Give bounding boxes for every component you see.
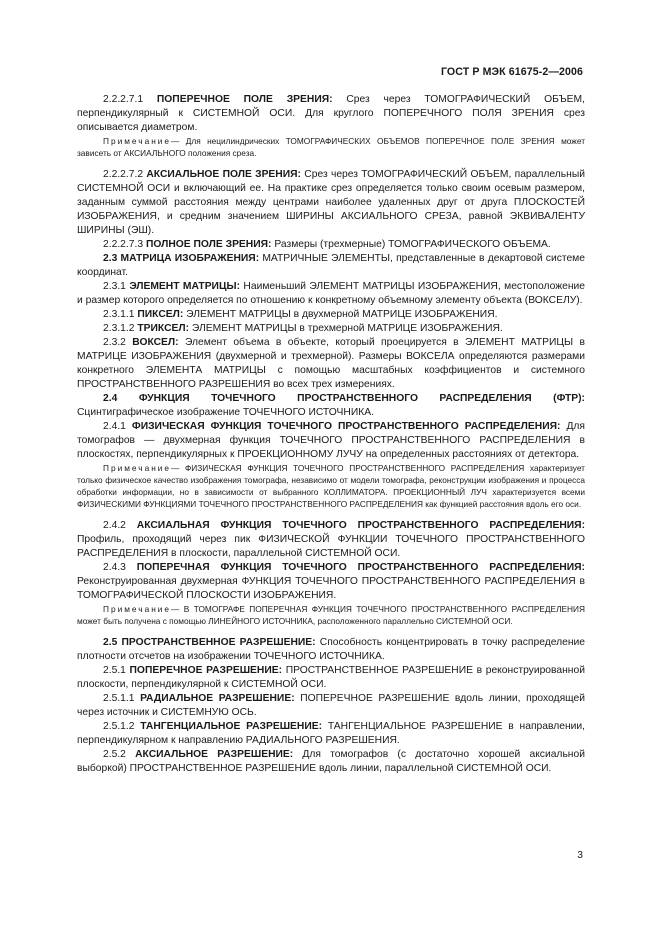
term: МАТРИЦА ИЗОБРАЖЕНИЯ:: [120, 253, 260, 264]
term: АКСИАЛЬНОЕ ПОЛЕ ЗРЕНИЯ:: [146, 169, 301, 180]
paragraph-2-4-2: [77, 519, 585, 561]
page-number: 3: [577, 850, 583, 861]
clause-number: 2.3.1.1: [103, 309, 135, 320]
term: ФИЗИЧЕСКАЯ ФУНКЦИЯ ТОЧЕЧНОГО ПРОСТРАНСТВЕННОГО РАСПРЕДЕЛЕНИЯ:: [131, 421, 561, 432]
definition: Срез через ТОМОГРАФИЧЕСКИЙ ОБЪЕМ, параллельный СИСТЕМНОЙ ОСИ и включающий ее. На практике срез определяется только своим осевым размером, заданным суммой расстояния между центрами наиболее удаленных друг от друга ПЛОСКОСТЕЙ ИЗОБРАЖЕНИЯ, и средним значением ШИРИНЫ АКСИАЛЬНОГО СРЕЗА, равной ЭКВИВАЛЕНТУ ШИРИНЫ (ЭШ).: [77, 169, 585, 236]
definition: ПОПЕРЕЧНОЕ РАЗРЕШЕНИЕ вдоль линии, проходящей через источник и СИСТЕМНУЮ ОСЬ.: [77, 693, 585, 718]
clause-number: 2.5: [103, 637, 118, 648]
paragraph-2-2-2-7-3: [77, 238, 585, 252]
definition: Элемент объема в объекте, который проецируется в ЭЛЕМЕНТ МАТРИЦЫ в МАТРИЦЕ ИЗОБРАЖЕНИЯ (двухмерной и трехмерной). Размеры ВОКСЕЛА определяются размерами конкретного ЭЛЕМЕНТА МАТРИЦЫ с помощью масштабных коэффициентов и системного ПРОСТРАНСТВЕННОГО РАЗРЕШЕНИЯ во всех трех измерениях.: [77, 337, 585, 390]
definition: Сцинтиграфическое изображение ТОЧЕЧНОГО ИСТОЧНИКА.: [77, 407, 374, 418]
paragraph-2-3-2: [77, 336, 585, 392]
clause-number: 2.5.2: [103, 749, 126, 760]
definition: Профиль, проходящий через пик ФИЗИЧЕСКОЙ ФУНКЦИИ ТОЧЕЧНОГО ПРОСТРАНСТВЕННОГО РАСПРЕДЕЛЕНИЯ в плоскости, параллельной СИСТЕМНОЙ ОСИ.: [77, 534, 585, 559]
note-label: Примечание: [103, 463, 172, 473]
paragraph-2-3-1-1: [77, 308, 585, 322]
paragraph-2-5-1: [77, 664, 585, 692]
term: ВОКСЕЛ:: [132, 337, 179, 348]
clause-number: 2.2.2.7.2: [103, 169, 144, 180]
clause-number: 2.3.1: [103, 281, 126, 292]
paragraph-2-5-1-1: [77, 692, 585, 720]
note-label: Примечание: [103, 604, 172, 614]
definition: МАТРИЧНЫЕ ЭЛЕМЕНТЫ, представленные в декартовой системе координат.: [77, 253, 585, 278]
clause-number: 2.5.1.2: [103, 721, 135, 732]
paragraph-2-4-1: [77, 420, 585, 462]
note-1: [77, 135, 585, 159]
paragraph-2-2-2-7-1: [77, 93, 585, 135]
note-label: Примечание: [103, 136, 172, 146]
paragraph-2-3-1: [77, 280, 585, 308]
clause-number: 2.2.2.7.3: [103, 239, 144, 250]
standard-designation: ГОСТ Р МЭК 61675-2—2006: [440, 66, 583, 78]
term: АКСИАЛЬНОЕ РАЗРЕШЕНИЕ:: [135, 749, 294, 760]
note-2: [77, 462, 585, 510]
paragraph-2-5-2: [77, 748, 585, 776]
definition: Для томографов — двухмерная функция ТОЧЕЧНОГО ПРОСТРАНСТВЕННОГО РАСПРЕДЕЛЕНИЯ в плоскостях, перпендикулярных к ПРОЕКЦИОННОМУ ЛУЧУ на определенных расстояниях от детектора.: [77, 421, 585, 460]
clause-number: 2.4.3: [103, 562, 126, 573]
term: АКСИАЛЬНАЯ ФУНКЦИЯ ТОЧЕЧНОГО ПРОСТРАНСТВЕННОГО РАСПРЕДЕЛЕНИЯ:: [136, 520, 585, 531]
clause-number: 2.4.1: [103, 421, 126, 432]
term: ПОПЕРЕЧНОЕ РАЗРЕШЕНИЕ:: [129, 665, 283, 676]
clause-number: 2.4.2: [103, 520, 126, 531]
paragraph-2-4-3: [77, 561, 585, 603]
clause-number: 2.2.2.7.1: [103, 94, 144, 105]
document-body: [77, 93, 585, 776]
clause-number: 2.3.2: [103, 337, 126, 348]
note-text: — Для нецилиндрических ТОМОГРАФИЧЕСКИХ ОБЪЕМОВ ПОПЕРЕЧНОЕ ПОЛЕ ЗРЕНИЯ может зависеть от АКСИАЛЬНОГО положения среза.: [77, 136, 585, 158]
term: ПОЛНОЕ ПОЛЕ ЗРЕНИЯ:: [145, 239, 272, 250]
paragraph-2-2-2-7-2: [77, 168, 585, 238]
definition: Для томографов (с достаточно хорошей аксиальной выборкой) ПРОСТРАНСТВЕННОЕ РАЗРЕШЕНИЕ вдоль линии, параллельной СИСТЕМНОЙ ОСИ.: [77, 749, 585, 774]
clause-number: 2.5.1.1: [103, 693, 135, 704]
term: РАДИАЛЬНОЕ РАЗРЕШЕНИЕ:: [140, 693, 295, 704]
note-text: — В ТОМОГРАФЕ ПОПЕРЕЧНАЯ ФУНКЦИЯ ТОЧЕЧНОГО ПРОСТРАНСТВЕННОГО РАСПРЕДЕЛЕНИЯ может быть получена с помощью ЛИНЕЙНОГО ИСТОЧНИКА, расположенного параллельно СИСТЕМНОЙ ОСИ.: [77, 604, 585, 626]
term: ТАНГЕНЦИАЛЬНОЕ РАЗРЕШЕНИЕ:: [140, 721, 323, 732]
clause-number: 2.4: [103, 393, 118, 404]
definition: Размеры (трехмерные) ТОМОГРАФИЧЕСКОГО ОБЪЕМА.: [274, 239, 551, 250]
paragraph-2-4: [77, 392, 585, 420]
note-3: [77, 603, 585, 627]
term: ПРОСТРАНСТВЕННОЕ РАЗРЕШЕНИЕ:: [121, 637, 316, 648]
term: ЭЛЕМЕНТ МАТРИЦЫ:: [129, 281, 240, 292]
paragraph-2-5: [77, 636, 585, 664]
definition: Способность концентрировать в точку распределение плотности отсчетов на изображении ТОЧЕЧНОГО ИСТОЧНИКА.: [77, 637, 585, 662]
definition: ЭЛЕМЕНТ МАТРИЦЫ в двухмерной МАТРИЦЕ ИЗОБРАЖЕНИЯ.: [186, 309, 498, 320]
term: ТРИКСЕЛ:: [137, 323, 190, 334]
clause-number: 2.5.1: [103, 665, 126, 676]
paragraph-2-3-1-2: [77, 322, 585, 336]
paragraph-2-3: [77, 252, 585, 280]
clause-number: 2.3: [103, 253, 118, 264]
term: ПОПЕРЕЧНАЯ ФУНКЦИЯ ТОЧЕЧНОГО ПРОСТРАНСТВЕННОГО РАСПРЕДЕЛЕНИЯ:: [136, 562, 585, 573]
definition: ТАНГЕНЦИАЛЬНОЕ РАЗРЕШЕНИЕ в направлении, перпендикулярном к направлению РАДИАЛЬНОГО РАЗРЕШЕНИЯ.: [77, 721, 585, 746]
definition: Срез через ТОМОГРАФИЧЕСКИЙ ОБЪЕМ, перпендикулярный к СИСТЕМНОЙ ОСИ. Для круглого ПОПЕРЕЧНОГО ПОЛЯ ЗРЕНИЯ срез описывается диаметром.: [77, 94, 585, 133]
term: ПОПЕРЕЧНОЕ ПОЛЕ ЗРЕНИЯ:: [156, 94, 333, 105]
definition: ЭЛЕМЕНТ МАТРИЦЫ в трехмерной МАТРИЦЕ ИЗОБРАЖЕНИЯ.: [191, 323, 503, 334]
definition: Наименьший ЭЛЕМЕНТ МАТРИЦЫ ИЗОБРАЖЕНИЯ, местоположение и размер которого определяется по отношению к конкретному объемному элементу объекта (ВОКСЕЛУ).: [77, 281, 585, 306]
definition: Реконструированная двухмерная ФУНКЦИЯ ТОЧЕЧНОГО ПРОСТРАНСТВЕННОГО РАСПРЕДЕЛЕНИЯ в ТОМОГРАФИЧЕСКОЙ ПЛОСКОСТИ ИЗОБРАЖЕНИЯ.: [77, 576, 585, 601]
term: ФУНКЦИЯ ТОЧЕЧНОГО ПРОСТРАНСТВЕННОГО РАСПРЕДЕЛЕНИЯ (ФТР):: [138, 393, 585, 404]
paragraph-2-5-1-2: [77, 720, 585, 748]
term: ПИКСЕЛ:: [137, 309, 184, 320]
definition: ПРОСТРАНСТВЕННОЕ РАЗРЕШЕНИЕ в реконструированной плоскости, перпендикулярной к СИСТЕМНОЙ ОСИ.: [77, 665, 585, 690]
note-text: — ФИЗИЧЕСКАЯ ФУНКЦИЯ ТОЧЕЧНОГО ПРОСТРАНСТВЕННОГО РАСПРЕДЕЛЕНИЯ характеризует только физическое качество изображения томографа, независимо от модели томографа, реконструкции изображения и процесса обработки информации, но в зависимости от выбранного КОЛЛИМАТОРА. ПРОЕКЦИОННЫЙ ЛУЧ характеризуется всеми ФИЗИЧЕСКИМИ ФУНКЦИЯМИ ТОЧЕЧНОГО ПРОСТРАНСТВЕННОГО РАСПРЕДЕЛЕНИЯ как функцией расстояния вдоль его оси.: [77, 463, 585, 509]
clause-number: 2.3.1.2: [103, 323, 135, 334]
